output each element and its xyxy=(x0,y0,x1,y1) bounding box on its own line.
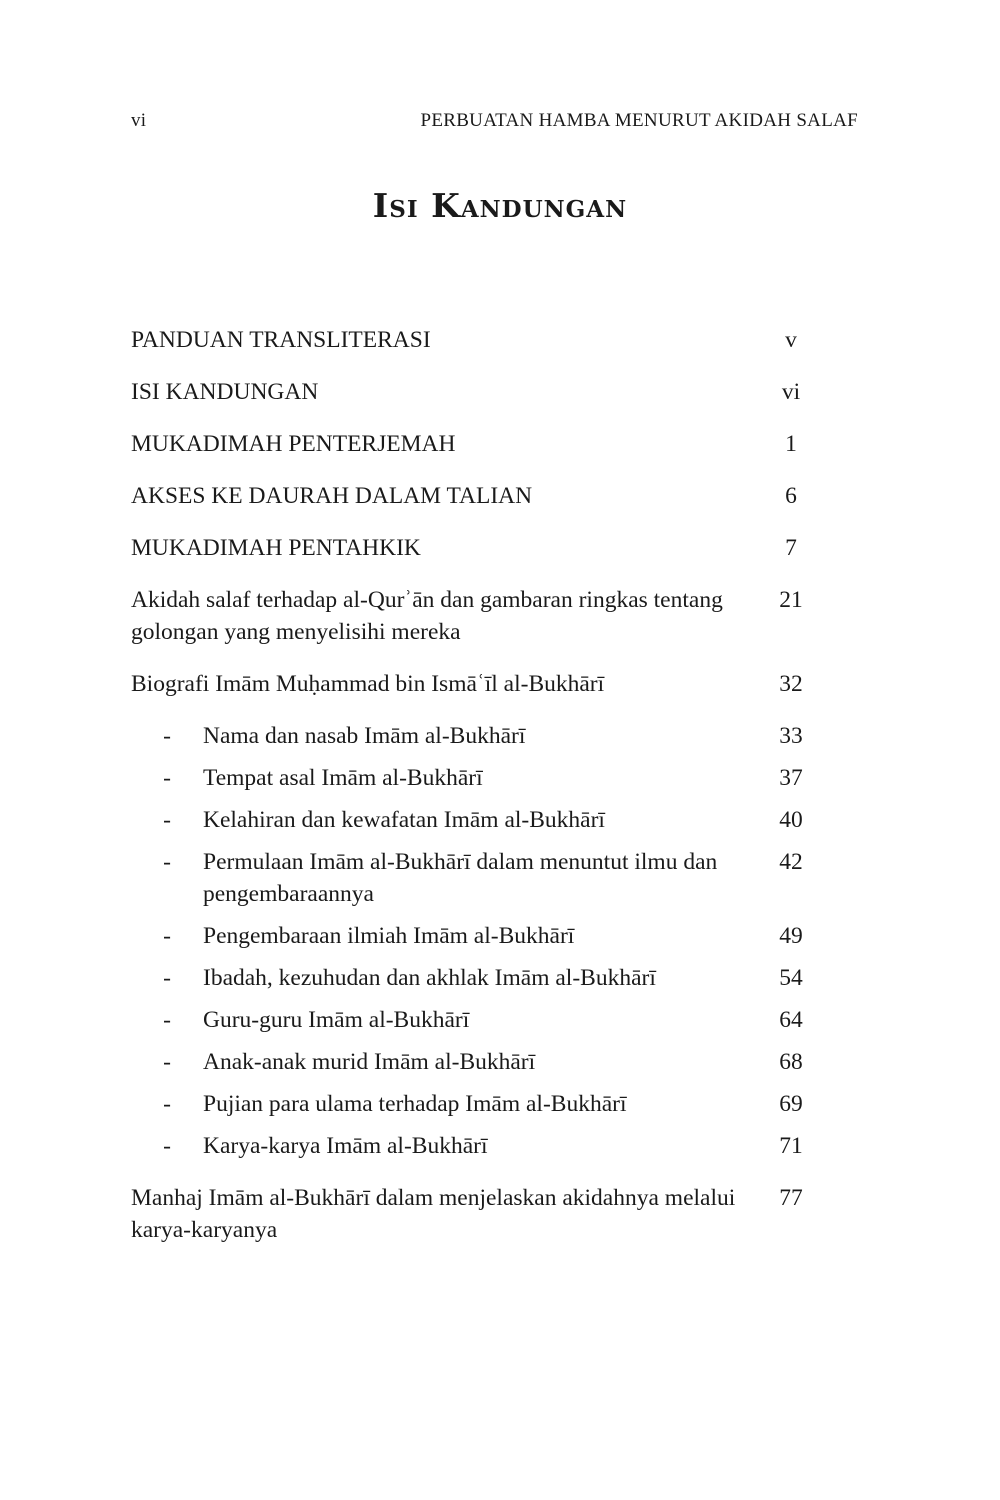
toc-subentry-page: 68 xyxy=(779,1049,803,1075)
toc-dash: - xyxy=(163,1091,171,1117)
toc-dash: - xyxy=(163,849,171,875)
table-of-contents xyxy=(131,324,831,1266)
toc-subentry xyxy=(131,1130,831,1162)
toc-entry-page: 32 xyxy=(779,671,803,697)
toc-subentry xyxy=(131,846,831,910)
toc-subentry-page: 33 xyxy=(779,723,803,749)
toc-entry xyxy=(131,584,831,648)
toc-subentry-text: Kelahiran dan kewafatan Imām al-Bukhārī xyxy=(203,807,605,833)
toc-subentry-page: 49 xyxy=(779,923,803,949)
toc-subentry-text: Karya-karya Imām al-Bukhārī xyxy=(203,1133,488,1159)
running-header xyxy=(131,110,858,132)
header-page-number: vi xyxy=(131,110,147,131)
toc-entry-page: vi xyxy=(781,379,801,405)
toc-subentry xyxy=(131,804,831,836)
toc-dash: - xyxy=(163,1007,171,1033)
toc-dash: - xyxy=(163,723,171,749)
toc-subentry-text: Anak-anak murid Imām al-Bukhārī xyxy=(203,1049,536,1075)
toc-subentry-text: Permulaan Imām al-Bukhārī dalam menuntut ilmu dan pengembaraannya xyxy=(203,849,718,907)
page-title: Isi Kandungan xyxy=(372,186,628,225)
toc-dash: - xyxy=(163,923,171,949)
toc-entry-page: 6 xyxy=(785,483,797,509)
toc-subentry xyxy=(131,1004,831,1036)
toc-entry-page: v xyxy=(785,327,797,353)
toc-entry xyxy=(131,428,831,460)
toc-subentry-text: Guru-guru Imām al-Bukhārī xyxy=(203,1007,470,1033)
toc-entry xyxy=(131,480,831,512)
toc-subentry-text: Nama dan nasab Imām al-Bukhārī xyxy=(203,723,526,749)
toc-entry-page: 77 xyxy=(779,1185,803,1211)
toc-subentry-page: 64 xyxy=(779,1007,803,1033)
toc-subentry xyxy=(131,920,831,952)
header-running-title: PERBUATAN HAMBA MENURUT AKIDAH SALAF xyxy=(420,110,858,131)
toc-entry-text: ISI KANDUNGAN xyxy=(131,379,319,405)
toc-entry-page: 21 xyxy=(779,587,803,613)
toc-subentry-text: Pujian para ulama terhadap Imām al-Bukhārī xyxy=(203,1091,627,1117)
toc-subentry-page: 54 xyxy=(779,965,803,991)
toc-entry-text: MUKADIMAH PENTERJEMAH xyxy=(131,431,456,457)
toc-entry-text: PANDUAN TRANSLITERASI xyxy=(131,327,431,353)
toc-subentry xyxy=(131,962,831,994)
toc-dash: - xyxy=(163,965,171,991)
toc-entry-text: MUKADIMAH PENTAHKIK xyxy=(131,535,421,561)
toc-entry-page: 7 xyxy=(785,535,797,561)
toc-subentry-page: 71 xyxy=(779,1133,803,1159)
toc-subentry-page: 40 xyxy=(779,807,803,833)
toc-subentry xyxy=(131,1046,831,1078)
toc-entry-text: Akidah salaf terhadap al-Qurʾān dan gambaran ringkas tentang golongan yang menyelisihi mereka xyxy=(131,587,723,645)
toc-entry-page: 1 xyxy=(785,431,797,457)
toc-entry xyxy=(131,1182,831,1246)
toc-entry-text: AKSES KE DAURAH DALAM TALIAN xyxy=(131,483,533,509)
toc-entry xyxy=(131,324,831,356)
toc-entry-text: Biografi Imām Muḥammad bin Ismāʿīl al-Bukhārī xyxy=(131,671,605,697)
toc-entry xyxy=(131,376,831,408)
toc-dash: - xyxy=(163,1133,171,1159)
toc-subentry-page: 37 xyxy=(779,765,803,791)
toc-subentry-text: Ibadah, kezuhudan dan akhlak Imām al-Bukhārī xyxy=(203,965,656,991)
toc-subentry xyxy=(131,762,831,794)
toc-subentry-text: Pengembaraan ilmiah Imām al-Bukhārī xyxy=(203,923,575,949)
toc-dash: - xyxy=(163,765,171,791)
toc-entry xyxy=(131,668,831,700)
toc-subentry-page: 42 xyxy=(779,849,803,875)
toc-dash: - xyxy=(163,807,171,833)
toc-subentry xyxy=(131,720,831,752)
toc-entry-text: Manhaj Imām al-Bukhārī dalam menjelaskan akidahnya melalui karya-karyanya xyxy=(131,1185,736,1243)
toc-entry xyxy=(131,532,831,564)
toc-dash: - xyxy=(163,1049,171,1075)
toc-subentry-page: 69 xyxy=(779,1091,803,1117)
toc-subentry xyxy=(131,1088,831,1120)
toc-subentry-text: Tempat asal Imām al-Bukhārī xyxy=(203,765,483,791)
